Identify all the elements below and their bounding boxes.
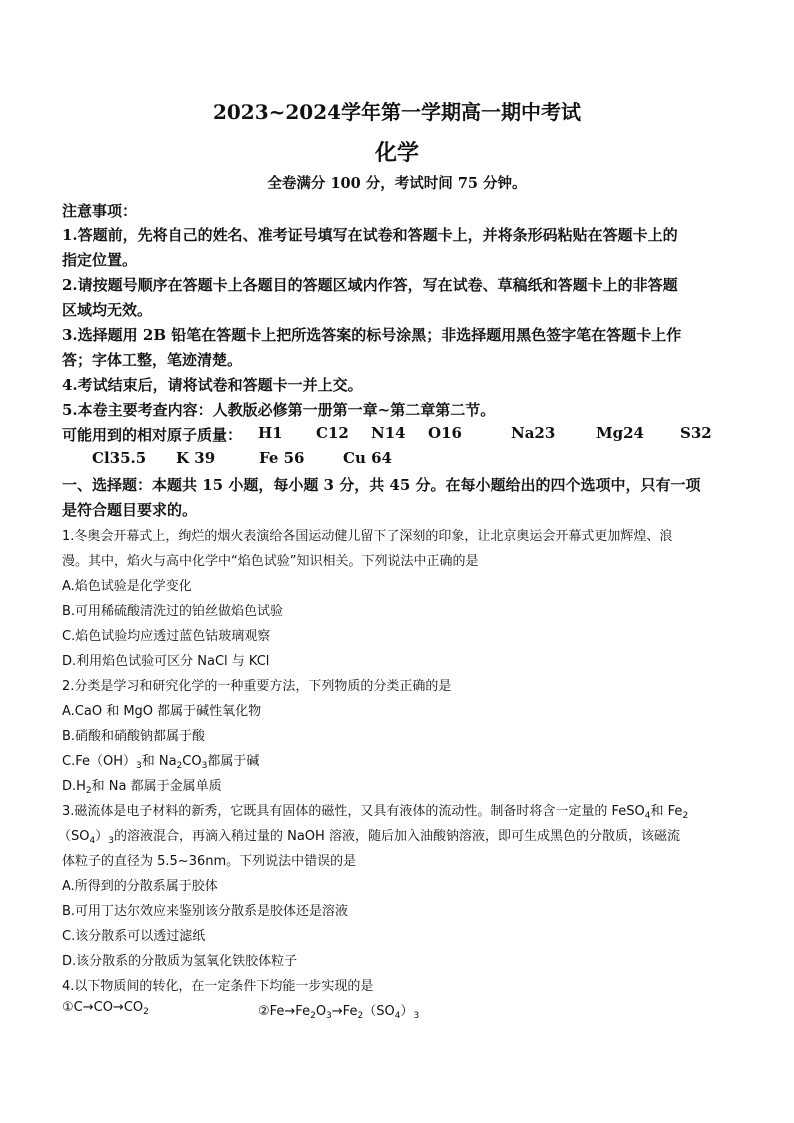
section-1-heading-line-2: 是符合题目要求的。 [62,501,198,519]
subject-title: 化学 [374,140,419,166]
q4-stem: 4.以下物质间的转化，在一定条件下均能一步实现的是 [62,979,374,994]
q1-stem-line-1: 1.冬奥会开幕式上，绚烂的烟火表演给各国运动健儿留下了深刻的印象，让北京奥运会开幕式更加辉煌、浪 [62,529,673,544]
note-5: 5.本卷主要考查内容：人教版必修第一册第一章~第二章第二节。 [62,401,496,419]
q3-stem-line-2: $(SO_4)_3$的溶液混合，再滴入稍过量的 NaOH 溶液，随后加入油酸钠溶液，即可生成黑色的分散质，该磁流 [58,829,680,846]
atomic-mass-h: H1 [258,424,283,442]
atomic-mass-o: O16 [428,424,462,442]
q3-option-b: B.可用丁达尔效应来鉴别该分散系是胶体还是溶液 [62,904,349,919]
note-1-line-2: 指定位置。 [62,251,138,269]
note-4: 4.考试结束后，请将试卷和答题卡一并上交。 [62,376,363,394]
q2-option-c: $C.Fe(OH)_3$和 $Na_2CO_3$都属于碱 [62,754,260,771]
section-1-heading-line-1: 一、选择题：本题共 15 小题，每小题 3 分，共 45 分。在每小题给出的四个选项中，只有一项 [62,476,701,494]
atomic-mass-fe: Fe 56 [259,449,305,467]
note-2-line-1: 2.请按题号顺序在答题卡上各题目的答题区域内作答，写在试卷、草稿纸和答题卡上的非答题 [62,276,678,294]
atomic-mass-label: 可能用到的相对原子质量： [62,426,243,444]
q3-option-a: A.所得到的分散系属于胶体 [62,879,218,894]
atomic-mass-c: C12 [316,424,349,442]
q1-option-d: D.利用焰色试验可区分 NaCl 与 KCl [62,654,270,669]
notes-heading: 注意事项： [62,202,138,220]
q1-option-b: B.可用稀硫酸清洗过的铂丝做焰色试验 [62,604,284,619]
atomic-mass-k: K 39 [176,449,216,467]
q1-option-c: C.焰色试验均应透过蓝色钴玻璃观察 [62,629,271,644]
atomic-mass-n: N14 [371,424,406,442]
exam-title: 2023~2024学年第一学期高一期中考试 [212,100,582,124]
atomic-mass-na: Na23 [511,424,556,442]
atomic-mass-s: S32 [680,424,712,442]
atomic-mass-mg: Mg24 [596,424,644,442]
atomic-mass-cl: Cl35.5 [92,449,147,467]
score-time-note: 全卷满分 100 分，考试时间 75 分钟。 [267,175,527,192]
note-3-line-1: 3.选择题用 2B 铅笔在答题卡上把所选答案的标号涂黑；非选择题用黑色签字笔在答题卡上作 [62,326,682,344]
note-3-line-2: 答；字体工整，笔迹清楚。 [62,351,243,369]
q2-stem: 2.分类是学习和研究化学的一种重要方法，下列物质的分类正确的是 [62,679,452,694]
q3-stem-line-1: 3.磁流体是电子材料的新秀，它既具有固体的磁性，又具有液体的流动性。制备时将含一定量的 FeSO$_4$和 $Fe_2$ [62,804,689,821]
atomic-mass-row-1 [62,424,752,444]
q2-option-d: $D.H_2$和 Na 都属于金属单质 [62,779,222,796]
q3-option-d: D.该分散系的分散质为氢氧化铁胶体粒子 [62,954,298,969]
note-2-line-2: 区域均无效。 [62,301,153,319]
q1-option-a: A.焰色试验是化学变化 [62,579,192,594]
q3-stem-line-3: 体粒子的直径为 5.5~36nm。下列说法中错误的是 [62,854,357,869]
q4-option-2: $②Fe\to Fe_2O_3\to Fe_2(SO_4)_3$ [258,1004,420,1021]
q3-option-c: C.该分散系可以透过滤纸 [62,929,206,944]
atomic-mass-cu: Cu 64 [343,449,392,467]
atomic-mass-row-2 [62,449,752,469]
note-1-line-1: 1.答题前，先将自己的姓名、准考证号填写在试卷和答题卡上，并将条形码粘贴在答题卡上的 [62,226,678,244]
q2-option-b: B.硝酸和硝酸钠都属于酸 [62,729,206,744]
q2-option-a: A.CaO 和 MgO 都属于碱性氧化物 [62,704,262,719]
q1-stem-line-2: 漫。其中，焰火与高中化学中“焰色试验”知识相关。下列说法中正确的是 [62,554,479,569]
q4-option-1: $①C\to CO\to CO_2$ [62,1000,149,1017]
